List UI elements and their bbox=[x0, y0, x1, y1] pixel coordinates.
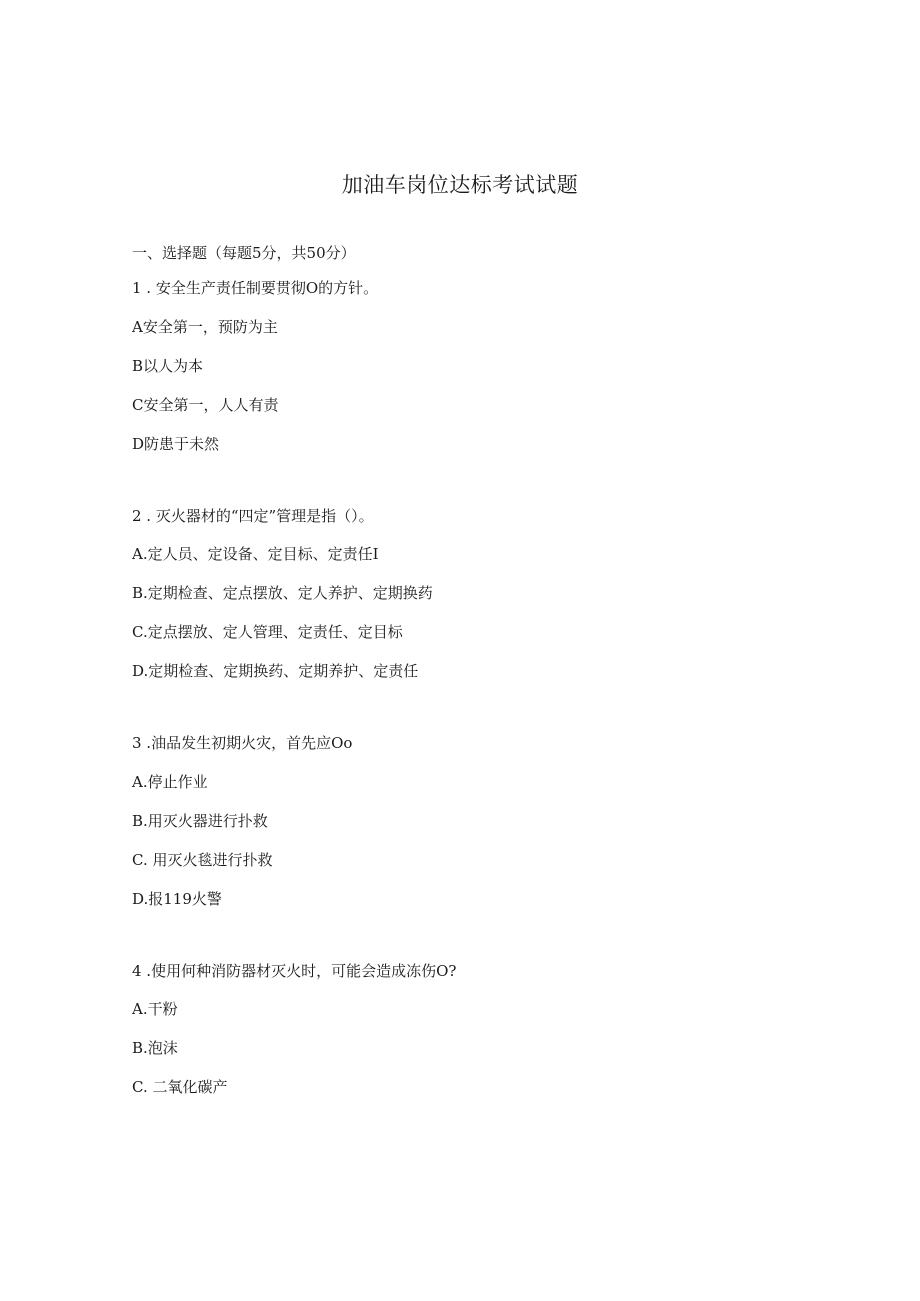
section-heading: 一、选择题（每题5分，共50分） bbox=[132, 244, 356, 262]
question-3-option-b: B.用灭火器进行扑救 bbox=[132, 812, 268, 830]
question-2-stem: 2 . 灭火器材的“四定”管理是指（）。 bbox=[132, 507, 374, 525]
question-1-option-d: D防患于未然 bbox=[132, 435, 220, 453]
document-title: 加油车岗位达标考试试题 bbox=[341, 173, 579, 197]
question-3-option-a: A.停止作业 bbox=[132, 773, 208, 791]
question-2-option-c: C.定点摆放、定人管理、定责任、定目标 bbox=[132, 623, 403, 641]
question-3-stem: 3 .油品发生初期火灾，首先应Oo bbox=[132, 734, 353, 752]
question-2-option-b: B.定期检查、定点摆放、定人养护、定期换药 bbox=[132, 584, 433, 602]
question-1-option-a: A安全第一，预防为主 bbox=[132, 318, 278, 336]
question-2-option-a: A.定人员、定设备、定目标、定责任I bbox=[132, 545, 379, 563]
question-3-option-d: D.报119火警 bbox=[132, 890, 222, 908]
question-4-option-b: B.泡沫 bbox=[132, 1039, 178, 1057]
question-1-option-b: B以人为本 bbox=[132, 357, 204, 375]
question-4-option-a: A.干粉 bbox=[132, 1000, 178, 1018]
question-2-option-d: D.定期检查、定期换药、定期养护、定责任 bbox=[132, 662, 419, 680]
question-3-option-c: C. 用灭火毯进行扑救 bbox=[132, 851, 273, 869]
question-4-option-c: C. 二氧化碳产 bbox=[132, 1078, 228, 1096]
question-1-option-c: C安全第一，人人有责 bbox=[132, 396, 279, 414]
question-1-stem: 1 . 安全生产责任制要贯彻O的方针。 bbox=[132, 279, 379, 297]
question-4-stem: 4 .使用何种消防器材灭火时，可能会造成冻伤O? bbox=[132, 962, 457, 980]
